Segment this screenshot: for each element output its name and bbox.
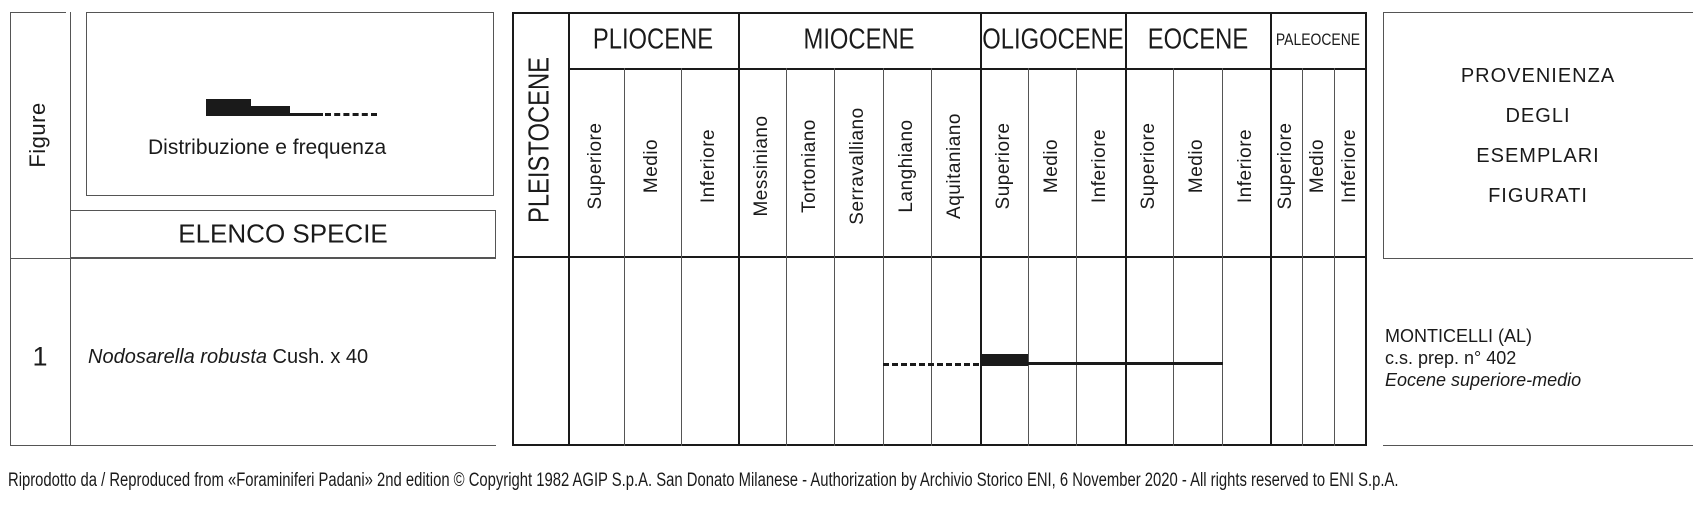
provenance-prep: c.s. prep. n° 402 [1385,348,1517,368]
stage-label: Inferiore [1089,128,1110,204]
epoch-eocene: EOCENE [1147,23,1249,56]
chart-header-bottom [512,256,1367,258]
copyright-footer: Riprodotto da / Reproduced from «Foraminiferi Padani» 2nd edition © Copyright 1982 AGIP S.p.A. San Donato Milanese - Authorization by Archivio Storico ENI, 6 November 2020 - All rights reserved to ENI S.p.A. [8,470,1399,491]
stage-label: Medio [1186,138,1207,194]
distribution-box [86,12,494,196]
distribution-label: Distribuzione e frequenza [148,136,387,159]
sub-divider [786,68,787,446]
epoch-row-divider [568,68,1367,70]
provenance-left-border [1383,12,1384,258]
chart-right-border [1365,12,1367,446]
provenance-top-border [1383,12,1693,13]
provenance-header-line: FIGURATI [1488,185,1588,207]
stage-label: Superiore [1275,122,1296,210]
stage-label: Inferiore [1339,128,1360,204]
stage-label: Messiniano [751,115,772,217]
stage-label: Inferiore [1235,128,1256,204]
range-frequent [981,354,1028,366]
oligocene-eocene-divider [1125,12,1127,446]
miocene-oligocene-divider [980,12,982,446]
left-border [10,12,11,446]
sub-divider [681,68,682,446]
species-name: Nodosarella robusta [88,346,267,368]
stage-label: Inferiore [698,128,719,204]
sub-divider [834,68,835,446]
pliocene-miocene-divider [738,12,740,446]
stage-label: Superiore [585,122,606,210]
sub-divider [1302,68,1303,446]
top-border-figure [10,12,66,13]
provenance-age: Eocene superiore-medio [1385,370,1582,390]
figure-number: 1 [32,341,48,372]
provenance-row-bottom [1383,445,1693,446]
header-bottom-line [10,258,496,259]
provenance-entry [1385,325,1581,391]
epoch-miocene: MIOCENE [803,23,915,56]
stage-label: Aquitaniano [944,113,965,219]
stage-label: Superiore [1138,122,1159,210]
stage-label: Medio [641,138,662,194]
epoch-pleistocene: PLEISTOCENE [523,56,556,224]
sub-divider [931,68,932,446]
sub-divider [1334,68,1335,446]
stage-label: Medio [1307,138,1328,194]
epoch-paleocene: PALEOCENE [1275,30,1361,49]
provenance-locality: MONTICELLI (AL) [1385,326,1533,346]
sub-divider [624,68,625,446]
provenance-header-line: PROVENIENZA [1460,65,1616,87]
chart-left-border [512,12,514,446]
figure-header: Figure [25,102,50,168]
provenance-header-line: DEGLI [1505,105,1571,127]
range-rare-dashed [883,363,979,366]
species-entry [88,346,368,369]
sub-divider [1028,68,1029,446]
stage-label: Serravalliano [847,107,868,225]
range-present [1027,362,1223,365]
stage-label: Tortoniano [799,119,820,213]
sub-divider [1222,68,1223,446]
epoch-oligocene: OLIGOCENE [982,23,1124,56]
species-list-header: ELENCO SPECIE [178,218,388,249]
epoch-pliocene: PLIOCENE [592,23,714,56]
provenance-header-bottom [1383,258,1693,259]
sub-divider [883,68,884,446]
sub-divider [1076,68,1077,446]
chart-bottom-border [512,444,1367,446]
provenance-header-line: ESEMPLARI [1476,145,1600,167]
stage-label: Medio [1041,138,1062,194]
stage-label: Superiore [993,122,1014,210]
row-bottom-line [10,445,496,446]
eocene-paleocene-divider [1270,12,1272,446]
sub-divider [1173,68,1174,446]
stage-label: Langhiano [896,119,917,213]
chart-top-border [512,12,1367,14]
species-author: Cush. x 40 [267,346,369,368]
pleistocene-divider [568,12,570,446]
